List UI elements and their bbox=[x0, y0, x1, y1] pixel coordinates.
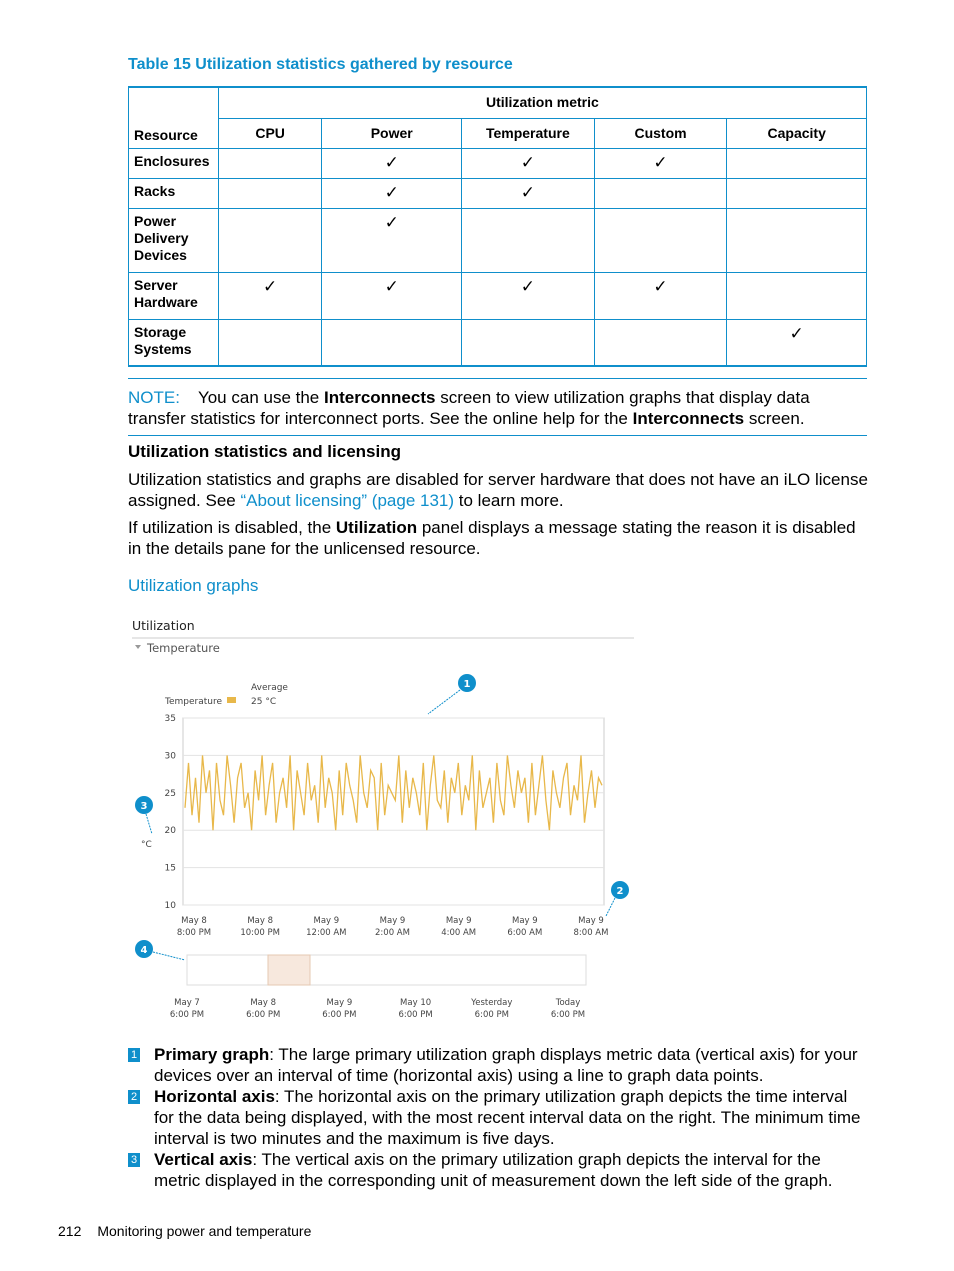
page-footer bbox=[58, 1223, 311, 1239]
overview-navigator[interactable] bbox=[187, 955, 586, 985]
overview-tick-label: May 10 bbox=[400, 998, 432, 1008]
y-tick-label: 35 bbox=[164, 714, 176, 724]
x-tick-label: May 9 bbox=[511, 916, 538, 926]
resource-header: Resource bbox=[129, 87, 219, 148]
check-cell bbox=[322, 319, 462, 366]
range-selector-handle[interactable] bbox=[268, 955, 310, 985]
table-row bbox=[129, 272, 867, 319]
check-cell: ✓ bbox=[322, 178, 462, 208]
overview-axis bbox=[170, 998, 585, 1020]
x-tick-label: May 8 bbox=[247, 916, 274, 926]
callout-2 bbox=[606, 881, 629, 916]
overview-tick-label: 6:00 PM bbox=[169, 1010, 205, 1020]
item-text: : The vertical axis on the primary utilization graph depicts the interval for the metric displayed in the corresponding unit of measurement down the left side of the graph. bbox=[154, 1150, 833, 1190]
overview-tick-label: 6:00 PM bbox=[398, 1010, 433, 1020]
x-tick-label: May 9 bbox=[313, 916, 340, 926]
svg-text:1: 1 bbox=[463, 679, 471, 690]
disabled-paragraph bbox=[128, 517, 873, 559]
callout-3 bbox=[135, 796, 153, 834]
check-cell: ✓ bbox=[461, 148, 594, 178]
column-header-custom: Custom bbox=[594, 118, 727, 148]
row-label: Racks bbox=[129, 178, 219, 208]
x-tick-label: May 9 bbox=[379, 916, 406, 926]
table-row bbox=[129, 148, 867, 178]
y-tick-label: 25 bbox=[164, 788, 176, 799]
check-cell bbox=[218, 148, 322, 178]
check-cell: ✓ bbox=[322, 148, 462, 178]
callout-number-badge: 2 bbox=[128, 1090, 140, 1104]
utilization-table bbox=[128, 86, 867, 367]
x-tick-label: May 9 bbox=[445, 916, 472, 926]
check-cell bbox=[727, 272, 867, 319]
utilization-figure bbox=[128, 612, 638, 1032]
note-tag: NOTE: bbox=[128, 388, 180, 407]
note-text: screen. bbox=[744, 409, 805, 428]
callout-number-badge: 3 bbox=[128, 1153, 140, 1167]
svg-text:4: 4 bbox=[140, 945, 148, 956]
x-tick-label: 12:00 AM bbox=[306, 928, 347, 938]
check-cell bbox=[594, 178, 727, 208]
check-cell bbox=[594, 208, 727, 272]
check-cell: ✓ bbox=[727, 319, 867, 366]
callout-number-badge: 1 bbox=[128, 1048, 140, 1062]
legend-swatch bbox=[227, 697, 236, 703]
x-tick-label: 4:00 AM bbox=[441, 928, 477, 938]
collapse-triangle-icon[interactable] bbox=[135, 645, 141, 649]
list-item bbox=[128, 1086, 868, 1149]
check-cell bbox=[727, 178, 867, 208]
row-label: Enclosures bbox=[129, 148, 219, 178]
item-text: : The large primary utilization graph displays metric data (vertical axis) for your devices over an interval of time (horizontal axis) using a line to graph data points. bbox=[154, 1045, 858, 1085]
check-cell: ✓ bbox=[218, 272, 322, 319]
list-item bbox=[128, 1044, 868, 1086]
overview-tick-label: 6:00 PM bbox=[246, 1010, 281, 1020]
check-cell: ✓ bbox=[461, 272, 594, 319]
column-header-temperature: Temperature bbox=[461, 118, 594, 148]
section-label: Temperature bbox=[147, 641, 220, 655]
x-tick-label: 10:00 PM bbox=[240, 928, 281, 938]
table-row bbox=[129, 319, 867, 366]
paragraph-bold: Utilization bbox=[335, 518, 418, 537]
overview-tick-label: Today bbox=[555, 998, 581, 1008]
item-text: : The horizontal axis on the primary utilization graph depicts the time interval for the data being displayed, with the most recent interval data on the right. The minimum time interval is two minutes and the maximum is five days. bbox=[154, 1087, 861, 1148]
callout-4 bbox=[135, 940, 185, 960]
y-tick-label: 15 bbox=[164, 863, 176, 874]
overview-tick-label: May 8 bbox=[250, 998, 277, 1008]
y-tick-label: 10 bbox=[164, 901, 176, 911]
overview-tick-label: 6:00 PM bbox=[474, 1010, 509, 1020]
overview-tick-label: May 7 bbox=[174, 998, 200, 1008]
paragraph-text: Utilization statistics and graphs are disabled for server hardware that does not have an iLO license assigned. See bbox=[128, 470, 868, 510]
overview-tick-label: 6:00 PM bbox=[322, 1010, 357, 1020]
about-licensing-link[interactable]: “About licensing” (page 131) bbox=[240, 491, 455, 510]
check-cell: ✓ bbox=[461, 178, 594, 208]
panel-title: Utilization bbox=[132, 618, 195, 633]
x-tick-label: 2:00 AM bbox=[375, 928, 410, 938]
table-caption: Table 15 Utilization statistics gathered by resource bbox=[128, 56, 513, 73]
x-tick-label: May 8 bbox=[181, 916, 207, 926]
note-bold: Interconnects bbox=[323, 388, 436, 407]
row-label: Power Delivery Devices bbox=[129, 208, 219, 272]
avg-label: Average bbox=[251, 683, 288, 693]
check-cell bbox=[461, 319, 594, 366]
note-text: You can use the bbox=[197, 388, 324, 407]
column-header-capacity: Capacity bbox=[727, 118, 867, 148]
item-term: Primary graph bbox=[154, 1045, 270, 1064]
paragraph-text: If utilization is disabled, the bbox=[128, 518, 336, 537]
x-tick-label: 6:00 AM bbox=[507, 928, 543, 938]
row-label: Storage Systems bbox=[129, 319, 219, 366]
check-cell bbox=[218, 208, 322, 272]
svg-text:2: 2 bbox=[616, 886, 624, 897]
check-cell bbox=[218, 319, 322, 366]
check-cell bbox=[727, 208, 867, 272]
list-item bbox=[128, 1149, 868, 1191]
check-cell bbox=[594, 319, 727, 366]
metric-group-header: Utilization metric bbox=[218, 87, 866, 118]
item-term: Vertical axis bbox=[154, 1150, 253, 1169]
check-cell: ✓ bbox=[322, 208, 462, 272]
note-text: screen to view utilization graphs that display data transfer statistics for interconnect ports. See the online help for the bbox=[128, 388, 810, 428]
overview-tick-label: 6:00 PM bbox=[550, 1010, 586, 1020]
column-header-power: Power bbox=[322, 118, 462, 148]
utilization-graph bbox=[128, 612, 638, 1032]
svg-text:3: 3 bbox=[140, 801, 148, 812]
check-cell bbox=[727, 148, 867, 178]
plot-area bbox=[183, 718, 604, 905]
licensing-paragraph bbox=[128, 469, 873, 511]
avg-value: 25 °C bbox=[251, 697, 277, 707]
check-cell: ✓ bbox=[322, 272, 462, 319]
callout-descriptions bbox=[128, 1044, 868, 1191]
y-unit-label: °C bbox=[141, 840, 152, 850]
check-cell bbox=[461, 208, 594, 272]
column-header-cpu: CPU bbox=[218, 118, 322, 148]
overview-tick-label: Yesterday bbox=[471, 998, 513, 1008]
paragraph-text: to learn more. bbox=[454, 491, 564, 510]
note-bold: Interconnects bbox=[632, 409, 745, 428]
check-cell bbox=[218, 178, 322, 208]
overview-tick-label: May 9 bbox=[326, 998, 353, 1008]
y-tick-label: 20 bbox=[164, 826, 176, 837]
footer-title: Monitoring power and temperature bbox=[97, 1223, 312, 1239]
y-tick-label: 30 bbox=[164, 751, 176, 762]
licensing-heading: Utilization statistics and licensing bbox=[128, 442, 401, 461]
x-axis bbox=[177, 916, 609, 938]
graphs-heading: Utilization graphs bbox=[128, 576, 259, 595]
plot-border bbox=[183, 718, 604, 905]
check-cell: ✓ bbox=[594, 272, 727, 319]
row-label: Server Hardware bbox=[129, 272, 219, 319]
item-term: Horizontal axis bbox=[154, 1087, 275, 1106]
table-row bbox=[129, 208, 867, 272]
legend-series: Temperature bbox=[165, 697, 223, 707]
check-cell: ✓ bbox=[594, 148, 727, 178]
page-number: 212 bbox=[58, 1223, 82, 1239]
x-tick-label: 8:00 PM bbox=[176, 928, 212, 938]
table-row bbox=[129, 178, 867, 208]
x-tick-label: 8:00 AM bbox=[573, 928, 609, 938]
paragraph-text: panel displays a message stating the reason it is disabled in the details pane for the unlicensed resource. bbox=[128, 518, 856, 558]
x-tick-label: May 9 bbox=[578, 916, 604, 926]
callout-1 bbox=[428, 674, 476, 714]
note-box bbox=[128, 378, 867, 436]
